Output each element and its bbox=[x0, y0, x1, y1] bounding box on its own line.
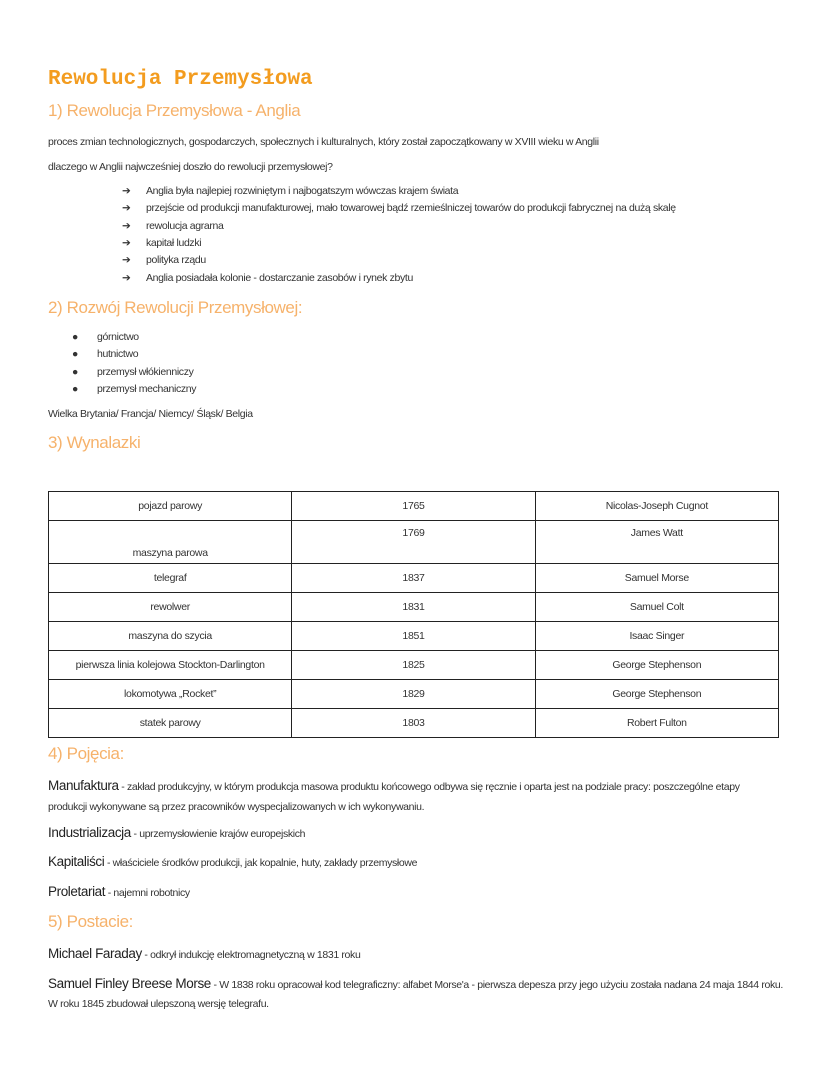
invention-cell: maszyna do szycia bbox=[49, 622, 292, 651]
list-item: ● górnictwo bbox=[72, 331, 139, 343]
list-item: ➔ polityka rządu bbox=[122, 254, 206, 267]
document-title: Rewolucja Przemysłowa bbox=[48, 68, 313, 91]
inventor-cell: George Stephenson bbox=[535, 651, 778, 680]
invention-cell: rewolwer bbox=[49, 593, 292, 622]
table-row bbox=[49, 593, 779, 622]
inventions-table bbox=[48, 491, 779, 738]
bullet-icon: ● bbox=[72, 348, 78, 361]
table-row bbox=[49, 564, 779, 593]
countries-text: Wielka Brytania/ Francja/ Niemcy/ Śląsk/ Belgia bbox=[48, 408, 253, 420]
term-industrializacja: Industrializacja - uprzemysłowienie krajów europejskich bbox=[48, 825, 306, 840]
term-kapitalisci: Kapitaliści - właściciele środków produkcji, jak kopalnie, huty, zakłady przemysłowe bbox=[48, 854, 418, 869]
year-cell: 1829 bbox=[292, 680, 535, 709]
term-continuation: produkcji wykonywane są przez pracowników wyspecjalizowanych w ich wykonywaniu. bbox=[48, 801, 425, 813]
inventor-cell: Isaac Singer bbox=[535, 622, 778, 651]
year-cell: 1831 bbox=[292, 593, 535, 622]
term-proletariat: Proletariat - najemni robotnicy bbox=[48, 884, 190, 899]
inventor-cell: James Watt bbox=[535, 521, 778, 564]
table-row bbox=[49, 709, 779, 738]
list-item: ● przemysł włókienniczy bbox=[72, 365, 194, 378]
arrow-icon: ➔ bbox=[122, 236, 131, 249]
invention-cell: statek parowy bbox=[49, 709, 292, 738]
table-row bbox=[49, 622, 779, 651]
person-morse: Samuel Finley Breese Morse - W 1838 roku opracował kod telegraficzny: alfabet Morse'a - pierwsza depesza przy jego użyciu została nadana 24 maja 1844 roku. bbox=[48, 976, 783, 991]
list-item: ➔ kapitał ludzki bbox=[122, 236, 202, 249]
bullet-icon: ● bbox=[72, 365, 78, 378]
arrow-icon: ➔ bbox=[122, 185, 131, 197]
table-row bbox=[49, 680, 779, 709]
list-item: ➔ Anglia posiadała kolonie - dostarczanie zasobów i rynek zbytu bbox=[122, 271, 413, 284]
inventor-cell: Samuel Colt bbox=[535, 593, 778, 622]
year-cell: 1837 bbox=[292, 564, 535, 593]
inventor-cell: Samuel Morse bbox=[535, 564, 778, 593]
person-faraday: Michael Faraday - odkrył indukcję elektromagnetyczną w 1831 roku bbox=[48, 946, 361, 961]
invention-cell: telegraf bbox=[49, 564, 292, 593]
list-item: ● przemysł mechaniczny bbox=[72, 382, 197, 395]
inventor-cell: Nicolas-Joseph Cugnot bbox=[535, 492, 778, 521]
inventor-cell: George Stephenson bbox=[535, 680, 778, 709]
year-cell: 1765 bbox=[292, 492, 535, 521]
invention-cell: pojazd parowy bbox=[49, 492, 292, 521]
arrow-icon: ➔ bbox=[122, 271, 131, 284]
table-row bbox=[49, 492, 779, 521]
bullet-icon: ● bbox=[72, 382, 78, 395]
invention-cell: lokomotywa „Rocket” bbox=[49, 680, 292, 709]
term-manufaktura: Manufaktura - zakład produkcyjny, w którym produkcja masowa produktu końcowego odbywa się ręcznie i oparta jest na podziale pracy: poszczególne etapy bbox=[48, 778, 740, 793]
heading-1: 1) Rewolucja Przemysłowa - Anglia bbox=[48, 101, 301, 120]
heading-3: 3) Wynalazki bbox=[48, 433, 141, 452]
bullet-icon: ● bbox=[72, 331, 78, 343]
table-row bbox=[49, 651, 779, 680]
heading-5: 5) Postacie: bbox=[48, 912, 133, 931]
year-cell: 1769 bbox=[292, 521, 535, 564]
list-item: ➔ rewolucja agrarna bbox=[122, 219, 224, 232]
person-morse-continuation: W roku 1845 zbudował ulepszoną wersję telegrafu. bbox=[48, 998, 269, 1010]
heading-2: 2) Rozwój Rewolucji Przemysłowej: bbox=[48, 298, 303, 317]
paragraph: dlaczego w Anglii najwcześniej doszło do rewolucji przemysłowej? bbox=[48, 161, 333, 173]
list-item: ● hutnictwo bbox=[72, 348, 139, 361]
arrow-icon: ➔ bbox=[122, 202, 131, 215]
year-cell: 1803 bbox=[292, 709, 535, 738]
invention-cell: pierwsza linia kolejowa Stockton-Darlington bbox=[49, 651, 292, 680]
list-item: ➔ przejście od produkcji manufakturowej, mało towarowej bądź rzemieślniczej towarów do produkcji fabrycznej na dużą skalę bbox=[122, 202, 676, 215]
year-cell: 1825 bbox=[292, 651, 535, 680]
inventor-cell: Robert Fulton bbox=[535, 709, 778, 738]
invention-cell: maszyna parowa bbox=[49, 521, 292, 564]
table-row bbox=[49, 521, 779, 564]
heading-4: 4) Pojęcia: bbox=[48, 744, 124, 763]
list-item: ➔ Anglia była najlepiej rozwiniętym i najbogatszym wówczas krajem świata bbox=[122, 185, 459, 197]
paragraph: proces zmian technologicznych, gospodarczych, społecznych i kulturalnych, który został zapoczątkowany w XVIII wieku w Anglii bbox=[48, 136, 599, 148]
arrow-icon: ➔ bbox=[122, 219, 131, 232]
year-cell: 1851 bbox=[292, 622, 535, 651]
arrow-icon: ➔ bbox=[122, 254, 131, 267]
